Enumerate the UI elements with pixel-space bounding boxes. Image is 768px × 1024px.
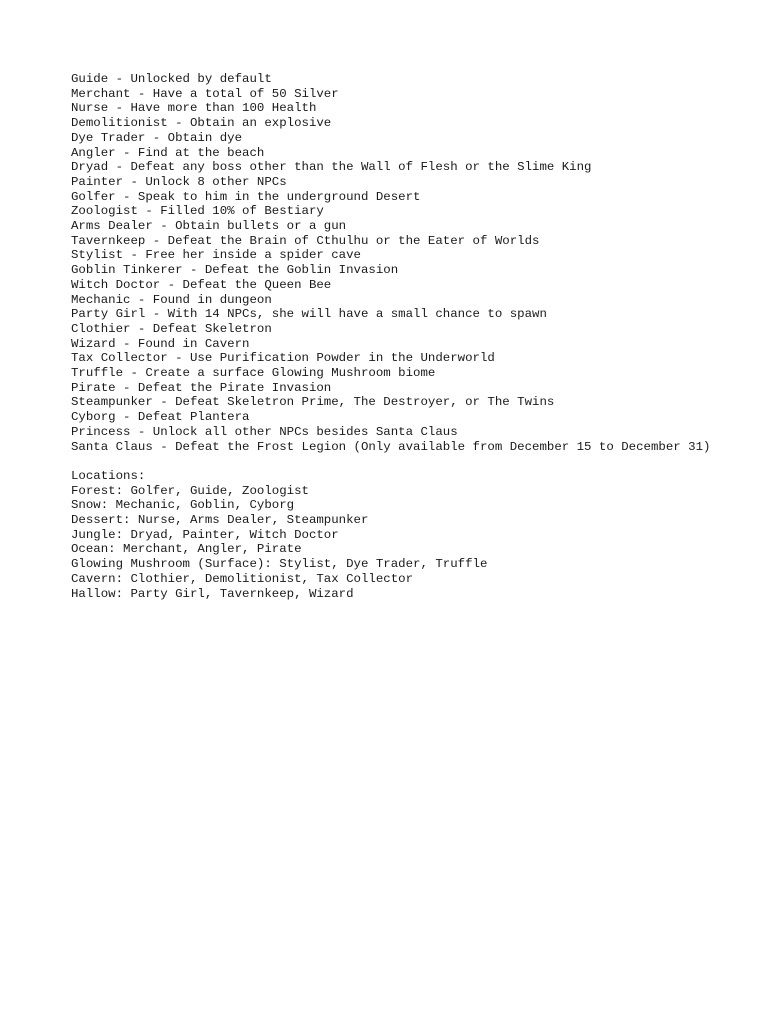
npc-line: Steampunker - Defeat Skeletron Prime, The Destroyer, or The Twins	[71, 395, 555, 410]
npc-line: Santa Claus - Defeat the Frost Legion (Only available from December 15 to December 31)	[71, 439, 711, 454]
npc-line: Dye Trader - Obtain dye	[71, 130, 243, 145]
document-page	[71, 72, 711, 601]
npc-line: Wizard - Found in Cavern	[71, 336, 250, 351]
location-line: Ocean: Merchant, Angler, Pirate	[71, 542, 302, 557]
npc-unlock-list	[71, 72, 711, 454]
npc-line: Arms Dealer - Obtain bullets or a gun	[71, 219, 347, 234]
location-line: Snow: Mechanic, Goblin, Cyborg	[71, 498, 295, 513]
location-line: Dessert: Nurse, Arms Dealer, Steampunker	[71, 513, 369, 528]
npc-line: Dryad - Defeat any boss other than the Wall of Flesh or the Slime King	[71, 160, 592, 175]
npc-line: Truffle - Create a surface Glowing Mushroom biome	[71, 366, 436, 381]
npc-line: Princess - Unlock all other NPCs besides Santa Claus	[71, 424, 458, 439]
npc-line: Tax Collector - Use Purification Powder in the Underworld	[71, 351, 495, 366]
npc-line: Pirate - Defeat the Pirate Invasion	[71, 380, 332, 395]
location-line: Jungle: Dryad, Painter, Witch Doctor	[71, 527, 339, 542]
npc-line: Cyborg - Defeat Plantera	[71, 410, 250, 425]
blank-line	[71, 454, 711, 469]
locations-heading: Locations:	[71, 468, 146, 483]
npc-line: Painter - Unlock 8 other NPCs	[71, 174, 287, 189]
npc-line: Witch Doctor - Defeat the Queen Bee	[71, 277, 332, 292]
npc-line: Clothier - Defeat Skeletron	[71, 321, 272, 336]
npc-line: Demolitionist - Obtain an explosive	[71, 116, 332, 131]
npc-line: Zoologist - Filled 10% of Bestiary	[71, 204, 324, 219]
locations-section	[71, 469, 711, 601]
npc-line: Guide - Unlocked by default	[71, 72, 272, 86]
npc-line: Stylist - Free her inside a spider cave	[71, 248, 361, 263]
location-line: Cavern: Clothier, Demolitionist, Tax Collector	[71, 571, 414, 586]
location-line: Forest: Golfer, Guide, Zoologist	[71, 483, 309, 498]
npc-line: Party Girl - With 14 NPCs, she will have a small chance to spawn	[71, 307, 547, 322]
npc-line: Angler - Find at the beach	[71, 145, 265, 160]
npc-line: Merchant - Have a total of 50 Silver	[71, 86, 339, 101]
npc-line: Mechanic - Found in dungeon	[71, 292, 272, 307]
npc-line: Nurse - Have more than 100 Health	[71, 101, 317, 116]
npc-line: Tavernkeep - Defeat the Brain of Cthulhu or the Eater of Worlds	[71, 233, 540, 248]
npc-line: Goblin Tinkerer - Defeat the Goblin Invasion	[71, 263, 399, 278]
location-line: Glowing Mushroom (Surface): Stylist, Dye Trader, Truffle	[71, 557, 488, 572]
npc-line: Golfer - Speak to him in the underground Desert	[71, 189, 421, 204]
location-line: Hallow: Party Girl, Tavernkeep, Wizard	[71, 586, 354, 601]
